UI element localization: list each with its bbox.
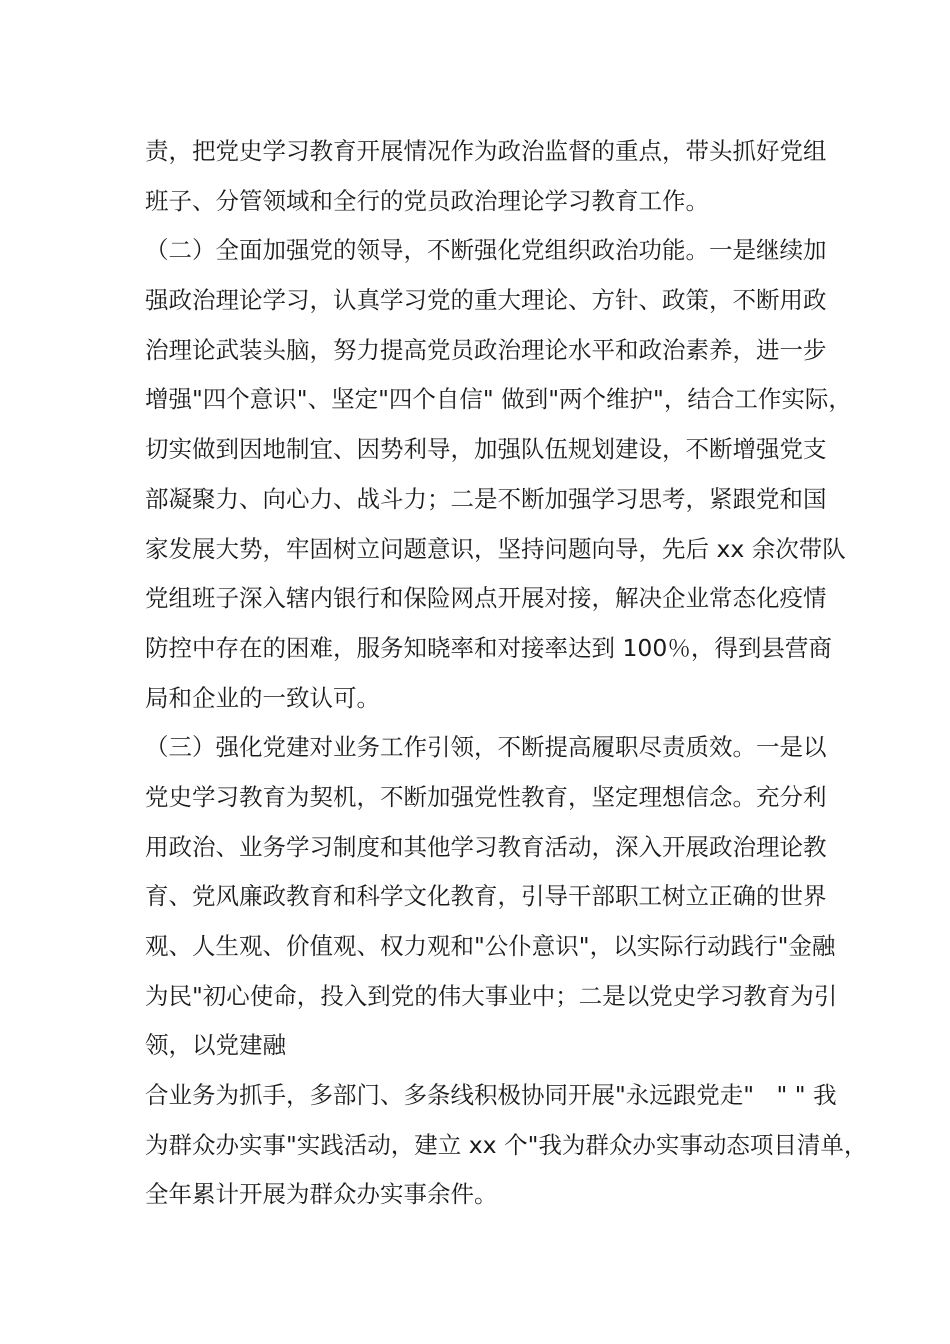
text-line: 防控中存在的困难，服务知晓率和对接率达到 100％，得到县营商 <box>145 633 832 662</box>
text-line: 领，以党建融 <box>145 1031 286 1060</box>
text-line: 部凝聚力、向心力、战斗力；二是不断加强学习思考，紧跟党和国 <box>145 484 827 513</box>
text-line: （三）强化党建对业务工作引领，不断提高履职尽责质效。一是以 <box>145 733 827 762</box>
body-text <box>145 127 868 1220</box>
text-line: 合业务为抓手，多部门、多条线积极协同开展"永远跟党走" " " 我 <box>145 1081 837 1110</box>
text-line: 为群众办实事"实践活动，建立 xx 个"我为群众办实事动态项目清单， <box>145 1130 868 1159</box>
text-line: 全年累计开展为群众办实事余件。 <box>145 1180 498 1209</box>
text-line: 治理论武装头脑，努力提高党员政治理论水平和政治素养，进一步 <box>145 335 827 364</box>
text-line: 党组班子深入辖内银行和保险网点开展对接，解决企业常态化疫情 <box>145 584 827 613</box>
text-line: 观、人生观、价值观、权力观和"公仆意识"，以实际行动践行"金融 <box>145 932 836 960</box>
text-line: 党史学习教育为契机，不断加强党性教育，坚定理想信念。充分利 <box>145 782 827 811</box>
text-line: 育、党风廉政教育和科学文化教育，引导干部职工树立正确的世界 <box>145 882 827 911</box>
text-line: 增强"四个意识"、坚定"四个自信" 做到"两个维护"，结合工作实际， <box>145 385 852 414</box>
text-line: 用政治、业务学习制度和其他学习教育活动，深入开展政治理论教 <box>145 832 827 861</box>
text-line: （二）全面加强党的领导，不断强化党组织政治功能。一是继续加 <box>145 236 827 265</box>
text-line: 切实做到因地制宜、因势利导，加强队伍规划建设，不断增强党支 <box>145 435 827 464</box>
text-line: 班子、分管领域和全行的党员政治理论学习教育工作。 <box>145 186 709 215</box>
text-line: 强政治理论学习，认真学习党的重大理论、方针、政策，不断用政 <box>145 286 827 315</box>
text-line: 为民"初心使命，投入到党的伟大事业中；二是以党史学习教育为引 <box>145 981 838 1010</box>
text-line: 家发展大势，牢固树立问题意识，坚持问题向导，先后 xx 余次带队 <box>145 534 846 563</box>
text-line: 责，把党史学习教育开展情况作为政治监督的重点，带头抓好党组 <box>145 137 827 165</box>
text-line: 局和企业的一致认可。 <box>145 683 380 712</box>
